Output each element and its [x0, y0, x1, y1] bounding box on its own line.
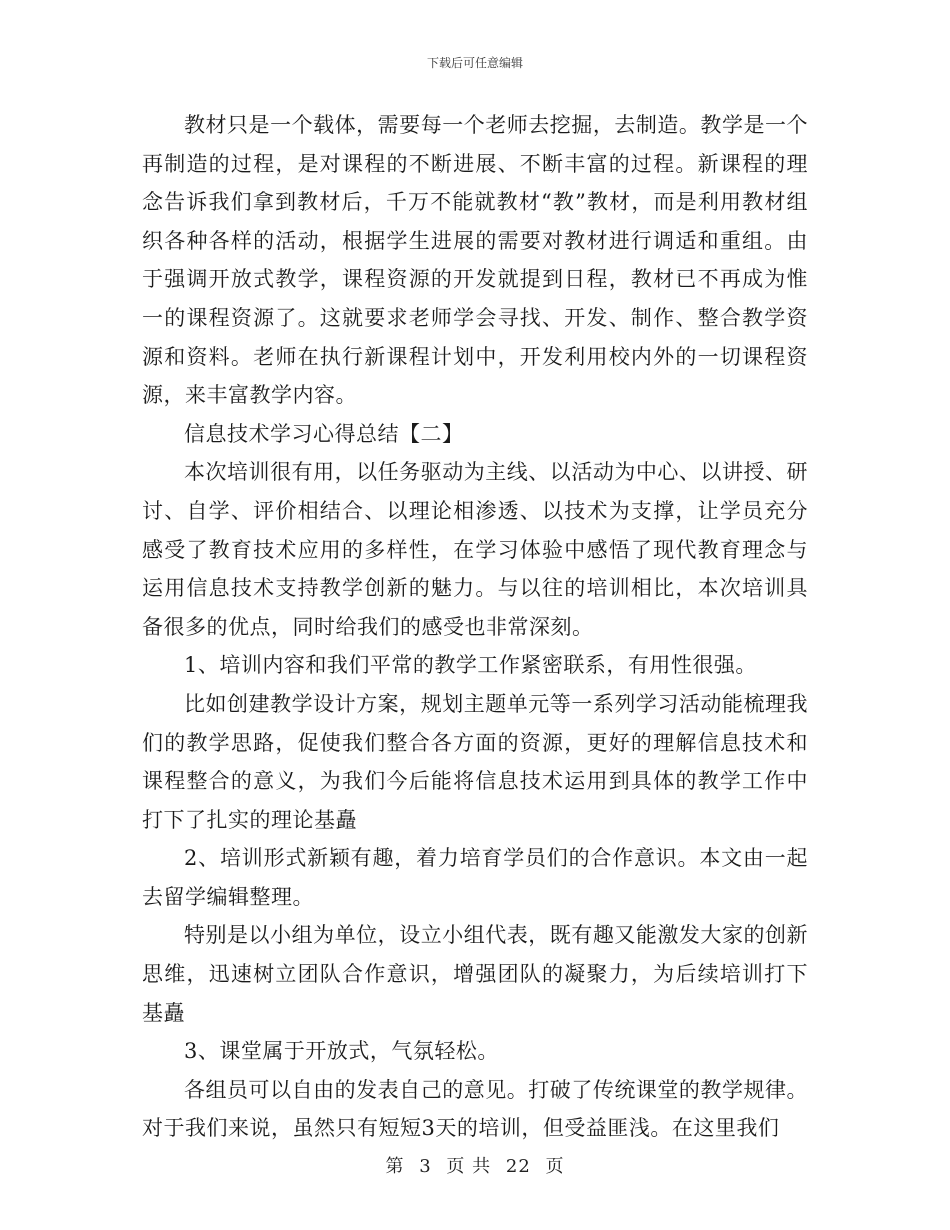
list-point-1: 1、培训内容和我们平常的教学工作紧密联系，有用性很强。 — [184, 653, 757, 678]
paragraph: 特别是以小组为单位，设立小组代表，既有趣又能激发大家的创新思维，迅速树立团队合作意识，增强团队的凝聚力，为后续培训打下基矗 — [142, 923, 808, 1025]
section-heading: 信息技术学习心得总结【二】 — [184, 421, 464, 446]
paragraph: 比如创建教学设计方案，规划主题单元等一系列学习活动能梳理我们的教学思路，促使我们整合各方面的资源，更好的理解信息技术和课程整合的意义，为我们今后能将信息技术运用到具体的教学工作中打下了扎实的理论基矗 — [142, 691, 808, 832]
page-content — [142, 106, 808, 1148]
paragraph: 各组员可以自由的发表自己的意见。打破了传统课堂的教学规律。对于我们来说，虽然只有短短3天的培训，但受益匪浅。在这里我们 — [142, 1077, 808, 1141]
paragraph: 本次培训很有用，以任务驱动为主线、以活动为中心、以讲授、研讨、自学、评价相结合、以理论相渗透、以技术为支撑，让学员充分感受了教育技术应用的多样性，在学习体验中感悟了现代教育理念与运用信息技术支持教学创新的魅力。与以往的培训相比，本次培训具备很多的优点，同时给我们的感受也非常深刻。 — [142, 460, 808, 639]
footer-prefix: 第 — [385, 1156, 405, 1177]
list-point-2: 2、培训形式新颖有趣，着力培育学员们的合作意识。本文由一起去留学编辑整理。 — [142, 846, 808, 909]
total-pages-number: 22 — [505, 1156, 531, 1177]
list-point-3: 3、课堂属于开放式，气氛轻松。 — [184, 1039, 499, 1064]
footer-middle: 页 共 — [446, 1156, 492, 1177]
current-page-number: 3 — [419, 1156, 432, 1177]
page-header: 下载后可任意编辑 — [426, 56, 523, 70]
footer-suffix: 页 — [545, 1156, 565, 1177]
page-footer — [0, 1152, 950, 1178]
paragraph: 教材只是一个载体，需要每一个老师去挖掘，去制造。教学是一个再制造的过程，是对课程的不断进展、不断丰富的过程。新课程的理念告诉我们拿到教材后，千万不能就教材“教”教材，而是利用教材组织各种各样的活动，根据学生进展的需要对教材进行调适和重组。由于强调开放式教学，课程资源的开发就提到日程，教材已不再成为惟一的课程资源了。这就要求老师学会寻找、开发、制作、整合教学资源和资料。老师在执行新课程计划中，开发利用校内外的一切课程资源，来丰富教学内容。 — [142, 113, 808, 408]
